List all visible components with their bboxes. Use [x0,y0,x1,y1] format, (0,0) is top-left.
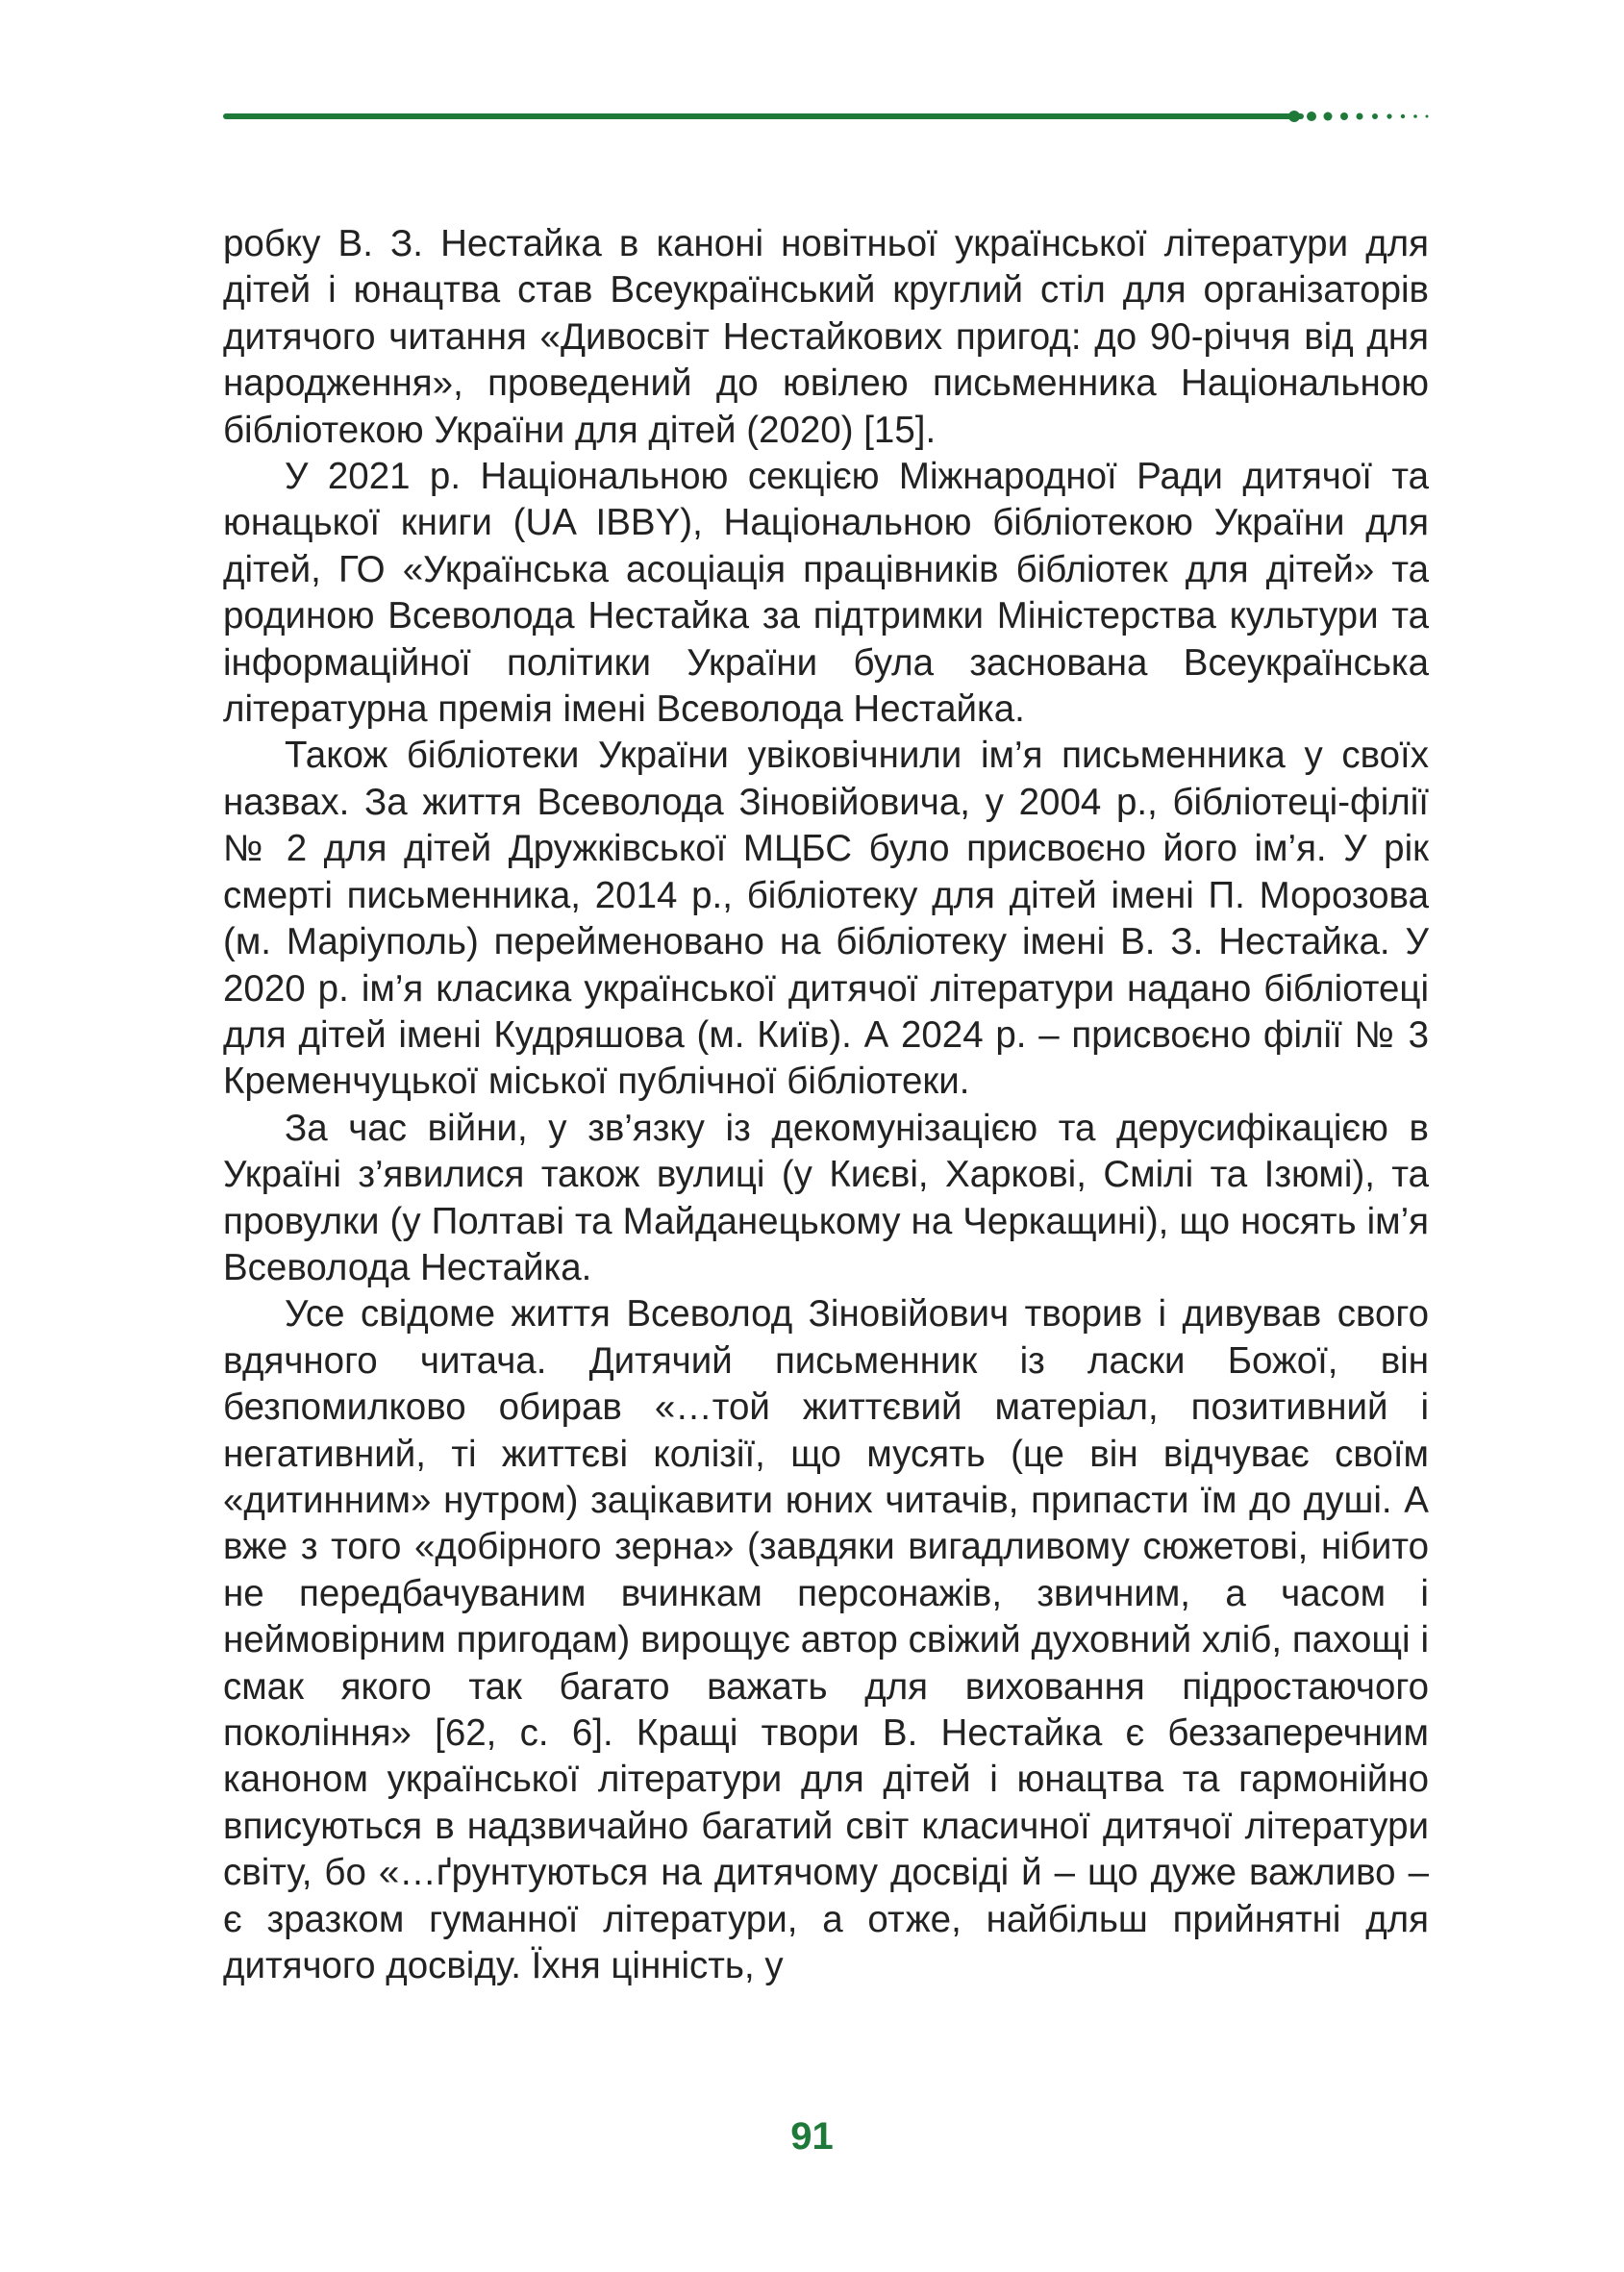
paragraph-continuation: робку В. З. Нестайка в каноні новітньої української літератури для дітей і юнацтва став Всеукраїнський круглий стіл для організаторів дитячого читання «Дивосвіт Нестайкових пригод: до 90-річчя від дня народження», проведений до ювілею письменника Національною бібліотекою України для дітей (2020) [15]. [223,223,1429,451]
header-rule [223,113,1304,119]
header-dots-ornament [1287,108,1431,125]
page-body [223,221,1429,1989]
paragraph-streets: За час війни, у зв’язку із декомунізацією та дерусифікацією в Україні з’явилися також вулиці (у Києві, Харкові, Смілі та Ізюмі), та провулки (у Полтаві та Майданецькому на Черкащині), що носять ім’я Всеволода Нестайка. [223,1107,1429,1288]
paragraph-legacy: Усе свідоме життя Всеволод Зіновійович творив і дивував свого вдячного читача. Дитячий письменник із ласки Божої, він безпомилково обирав «…той життєвий матеріал, позитивний і негативний, ті життєві колізії, що мусять (це він відчуває своїм «дитинним» нутром) зацікавити юних читачів, припасти їм до душі. А вже з того «добірного зерна» (завдяки вигадливому сюжетові, нібито не передбачуваним вчинкам персонажів, звичним, а часом і неймовірним пригодам) вирощує автор свіжий духовний хліб, пахощі і смак якого так багато важать для виховання підростаючого покоління» [62, с. 6]. Кращі твори В. Нестайка є беззаперечним каноном української літератури для дітей і юнацтва та гармонійно вписуються в надзвичайно багатий світ класичної дитячої літератури світу, бо «…ґрунтуються на дитячому досвіді й – що дуже важливо – є зразком гуманної літератури, а отже, найбільш прийнятні для дитячого досвіду. Їхня цінність, у [223,1293,1429,1987]
paragraph-award: У 2021 р. Національною секцією Міжнародної Ради дитячої та юнацької книги (UA IBBY), Національною бібліотекою України для дітей, ГО «Українська асоціація працівників бібліотек для дітей» та родиною Всеволода Нестайка за підтримки Міністерства культури та інформаційної політики України була заснована Всеукраїнська літературна премія імені Всеволода Нестайка. [223,456,1429,731]
page-number: 91 [790,2115,834,2158]
paragraph-libraries: Також бібліотеки України увіковічнили ім’я письменника у своїх назвах. За життя Всеволода Зіновійовича, у 2004 р., бібліотеці-філії № 2 для дітей Дружківської МЦБС було присвоєно його ім’я. У рік смерті письменника, 2014 р., бібліотеку для дітей імені П. Морозова (м. Маріуполь) перейменовано на бібліотеку імені В. З. Нестайка. У 2020 р. ім’я класика української дитячої літератури надано бібліотеці для дітей імені Кудряшова (м. Київ). А 2024 р. – присвоєно філії № 3 Кременчуцької міської публічної бібліотеки. [223,735,1429,1103]
